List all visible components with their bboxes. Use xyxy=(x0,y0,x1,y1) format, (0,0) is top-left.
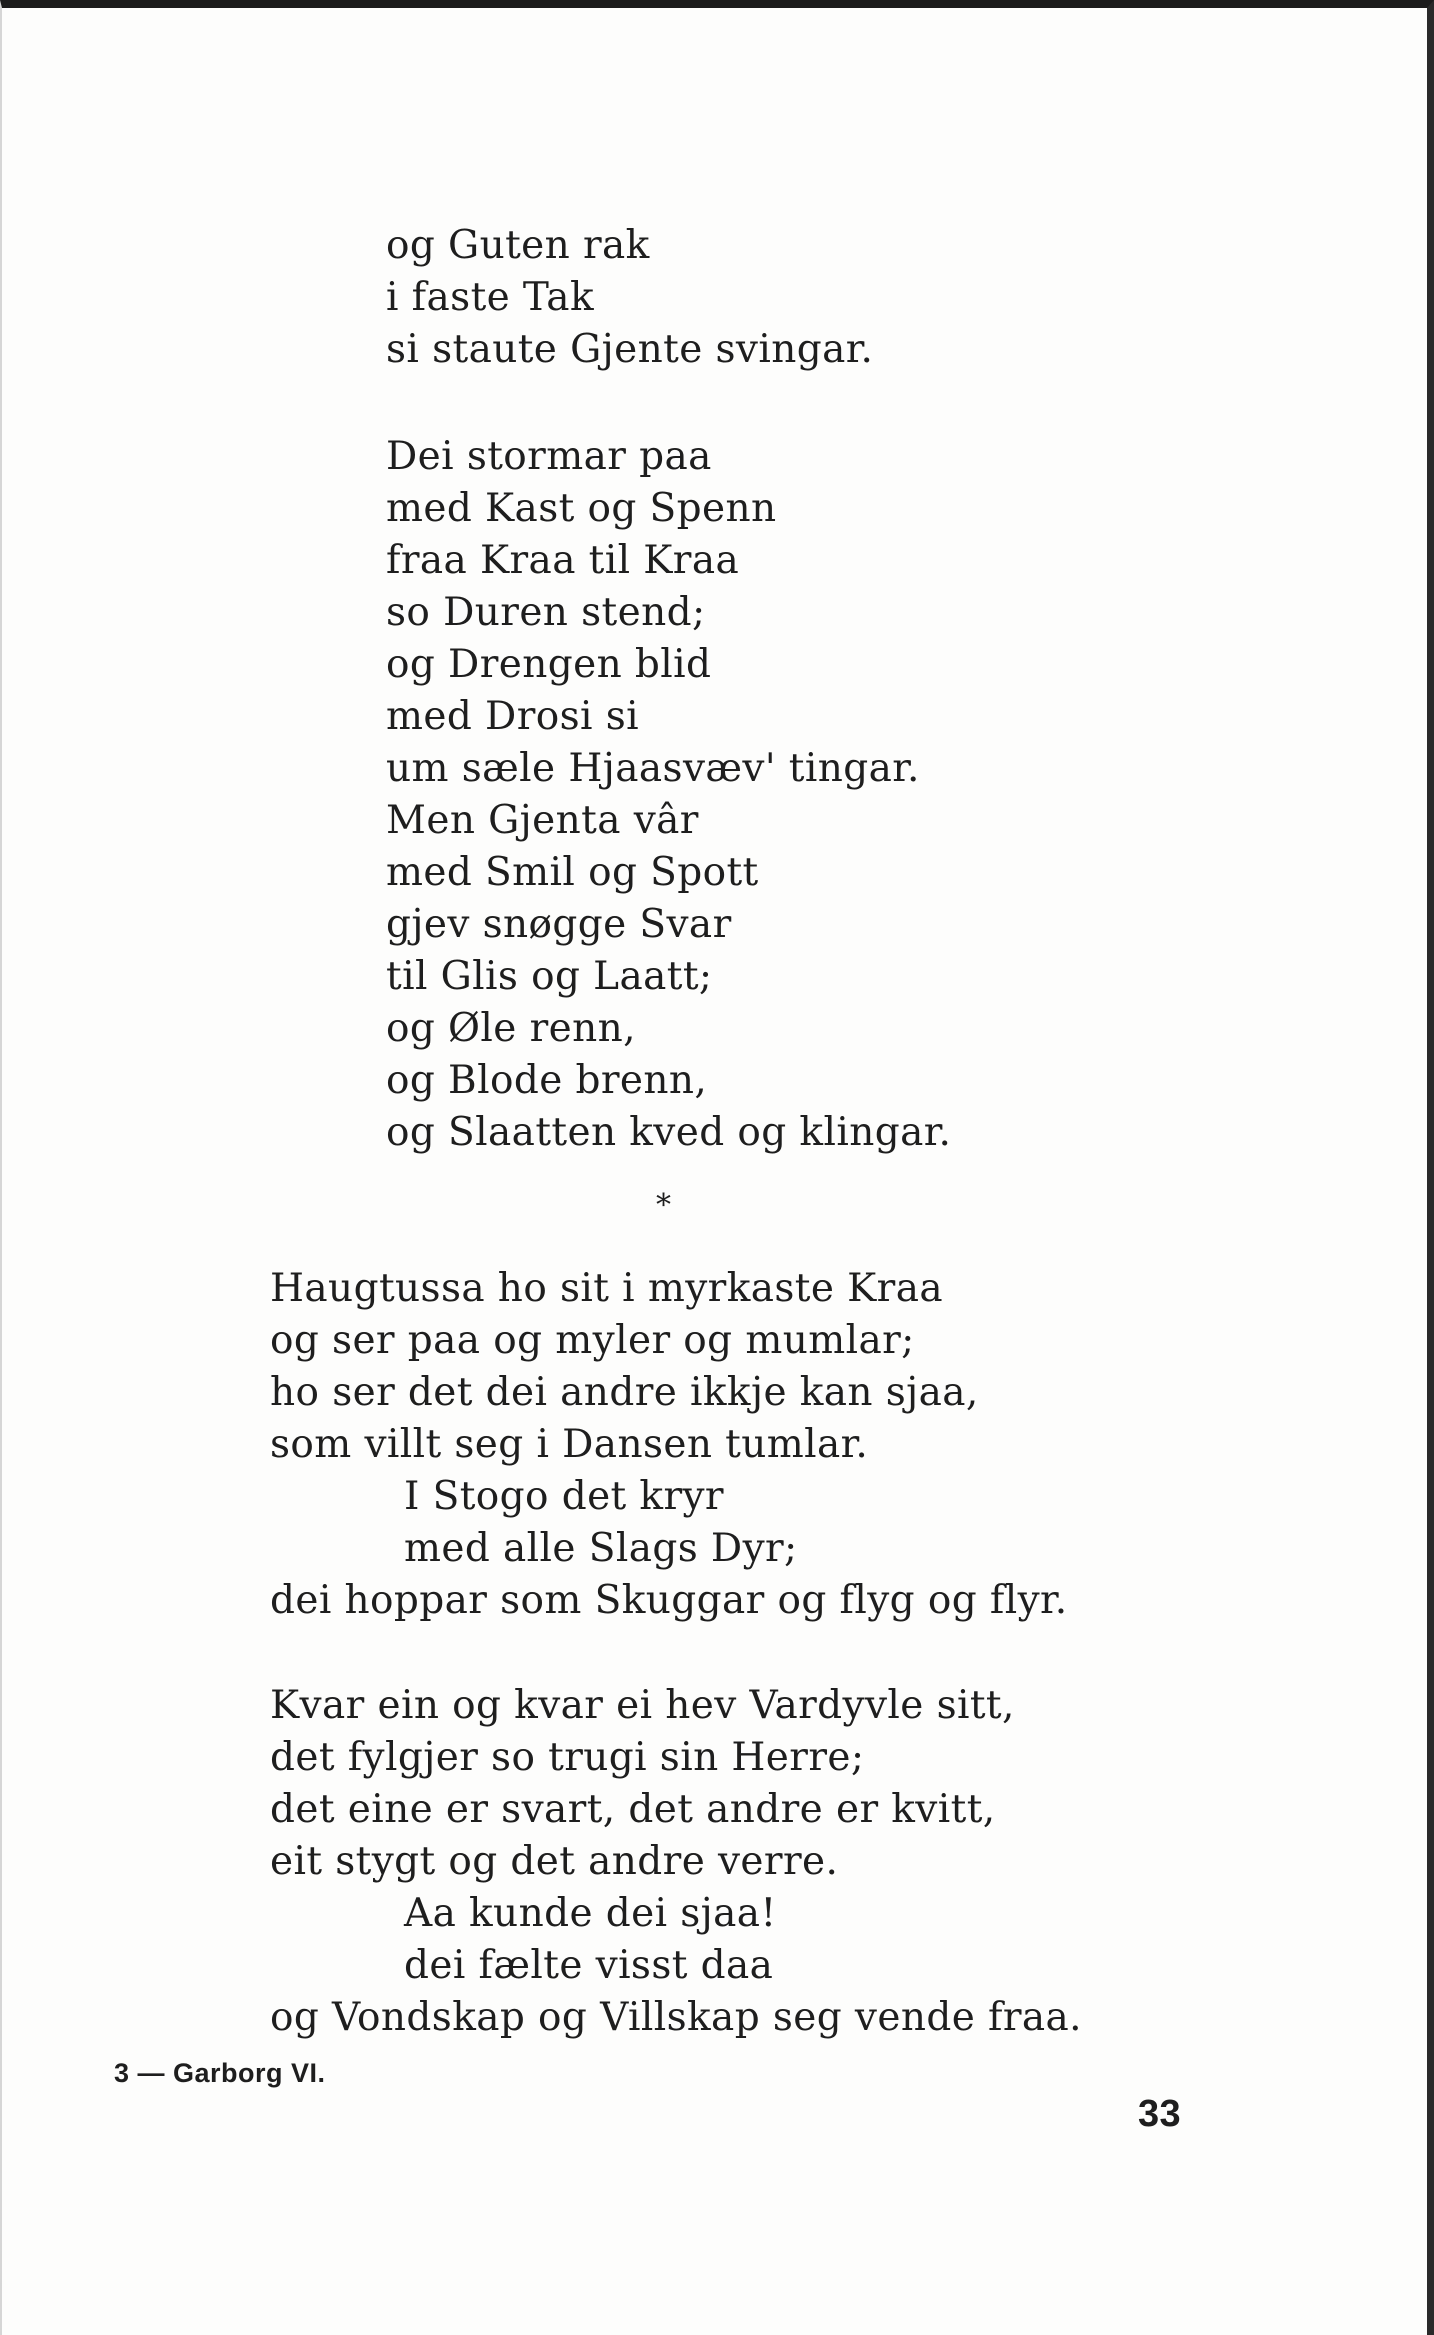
poem-line: Dei stormar paa xyxy=(386,434,712,479)
poem-line: og Drengen blid xyxy=(386,642,712,687)
poem-line: Haugtussa ho sit i myrkaste Kraa xyxy=(270,1266,944,1311)
poem-line: som villt seg i Dansen tumlar. xyxy=(270,1422,869,1467)
signature-mark: 3 — Garborg VI. xyxy=(114,2058,326,2088)
poem-line: Men Gjenta vâr xyxy=(386,798,699,843)
poem-stanza-2 xyxy=(386,431,951,1159)
poem-line-indented: med alle Slags Dyr; xyxy=(404,1526,798,1571)
page-number: 33 xyxy=(1138,2093,1182,2135)
poem-line: med Smil og Spott xyxy=(386,850,759,895)
poem-stanza-3 xyxy=(270,1263,1068,1627)
poem-line: og Blode brenn, xyxy=(386,1058,708,1103)
poem-line: og ser paa og myler og mumlar; xyxy=(270,1318,915,1363)
poem-line: si staute Gjente svingar. xyxy=(386,327,874,372)
poem-line: og Guten rak xyxy=(386,223,650,268)
poem-line: gjev snøgge Svar xyxy=(386,902,732,947)
poem-stanza-1 xyxy=(386,220,873,376)
poem-line-indented: Aa kunde dei sjaa! xyxy=(404,1891,777,1936)
poem-line-indented: I Stogo det kryr xyxy=(404,1474,724,1519)
poem-line: fraa Kraa til Kraa xyxy=(386,538,740,583)
poem-line: Kvar ein og kvar ei hev Vardyvle sitt, xyxy=(270,1683,1015,1728)
poem-line: um sæle Hjaasvæv' tingar. xyxy=(386,746,920,791)
poem-line: til Glis og Laatt; xyxy=(386,954,713,999)
poem-line: ho ser det dei andre ikkje kan sjaa, xyxy=(270,1370,979,1415)
poem-line: og Vondskap og Villskap seg vende fraa. xyxy=(270,1995,1082,2040)
poem-line: med Kast og Spenn xyxy=(386,486,777,531)
poem-line-indented: dei fælte visst daa xyxy=(404,1943,774,1988)
poem-line: i faste Tak xyxy=(386,275,594,320)
poem-line: det eine er svart, det andre er kvitt, xyxy=(270,1787,996,1832)
poem-line: dei hoppar som Skuggar og flyg og flyr. xyxy=(270,1578,1068,1623)
poem-line: og Øle renn, xyxy=(386,1006,636,1051)
section-separator: * xyxy=(656,1188,672,1223)
poem-line: og Slaatten kved og klingar. xyxy=(386,1110,952,1155)
poem-line: det fylgjer so trugi sin Herre; xyxy=(270,1735,865,1780)
poem-line: so Duren stend; xyxy=(386,590,706,635)
poem-line: med Drosi si xyxy=(386,694,639,739)
poem-line: eit stygt og det andre verre. xyxy=(270,1839,839,1884)
poem-stanza-4 xyxy=(270,1680,1082,2044)
